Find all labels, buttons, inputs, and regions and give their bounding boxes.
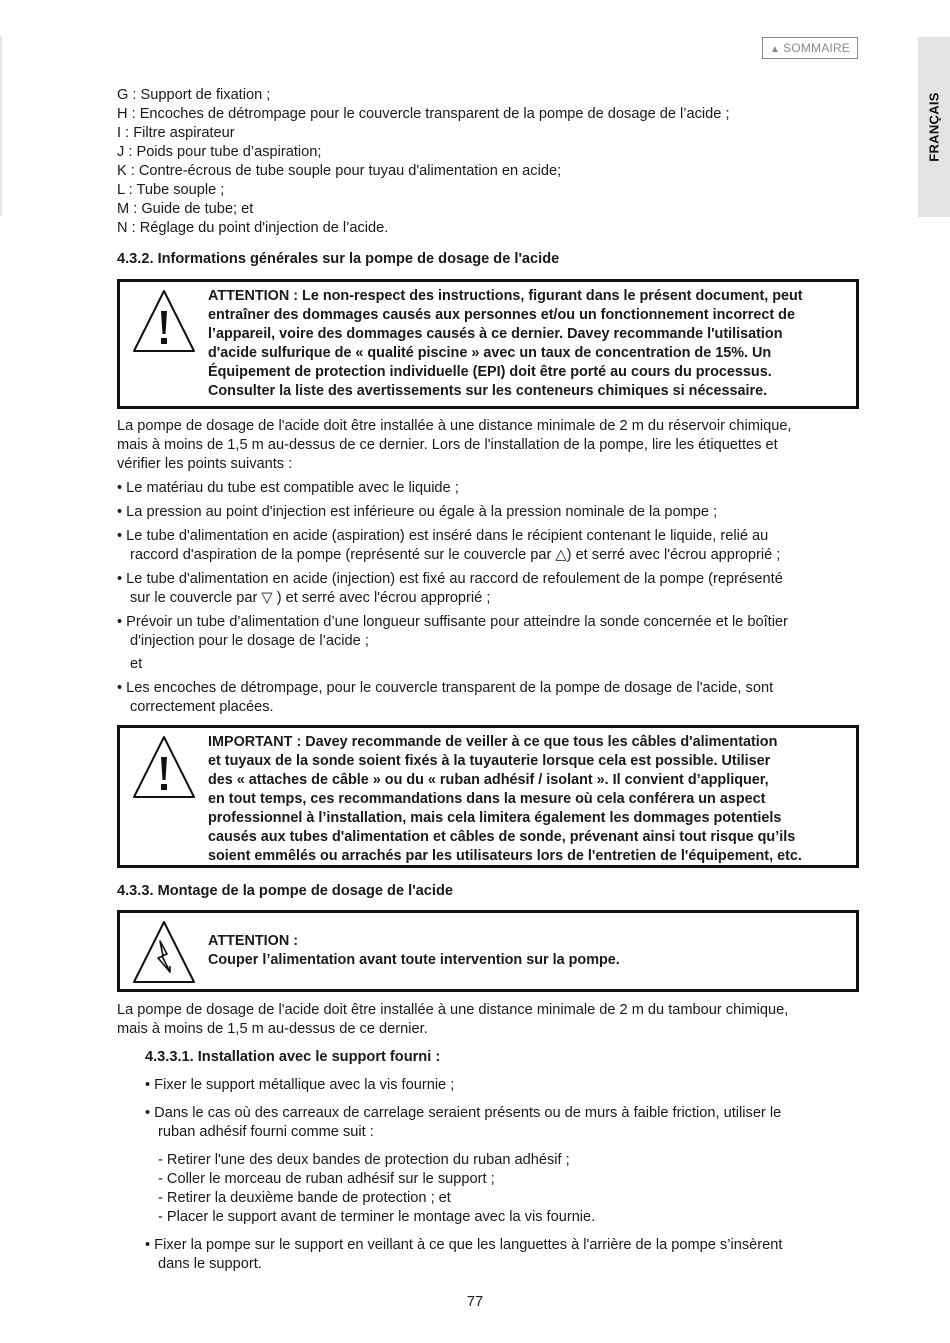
important-line: et tuyaux de la sonde soient fixés à la tuyauterie lorsque cela est possible. Utiliser <box>208 753 771 769</box>
intro-line: mais à moins de 1,5 m au-dessus de ce dernier. <box>117 1021 428 1037</box>
checklist-item <box>117 527 859 565</box>
warning-line: l’appareil, voire des dommages causés à ce dernier. Davey recommande l'utilisation <box>208 326 783 342</box>
warning-line: ATTENTION : Le non-respect des instructions, figurant dans le présent document, peut <box>208 288 803 304</box>
intro-line: vérifier les points suivants : <box>117 456 293 472</box>
sommaire-button[interactable] <box>762 37 858 59</box>
parts-list-item: L : Tube souple ; <box>117 182 225 198</box>
parts-list-item: N : Réglage du point d'injection de l’acide. <box>117 220 389 236</box>
section-heading-4-3-3: 4.3.3. Montage de la pompe de dosage de l'acide <box>117 883 453 899</box>
checklist-text: ) et serré avec l'écrou approprié ; <box>272 590 491 606</box>
checklist-item-line: • Prévoir un tube d’alimentation d’une longueur suffisante pour atteindre la sonde concernée et le boîtier <box>117 614 788 630</box>
important-text <box>208 733 856 866</box>
adhesive-step: - Retirer l'une des deux bandes de protection du ruban adhésif ; <box>158 1152 570 1168</box>
important-box <box>117 725 859 868</box>
mounting-step-line: dans le support. <box>158 1256 262 1272</box>
exclamation-triangle-icon <box>130 286 198 356</box>
checklist-item-line: correctement placées. <box>130 699 274 715</box>
page-number: 77 <box>466 1294 484 1310</box>
checklist-item-line <box>117 589 859 608</box>
checklist-item <box>117 613 859 674</box>
warning-line: d'acide sulfurique de « qualité piscine » avec un taux de concentration de 15%. Un <box>208 345 772 361</box>
mounting-step-line: • Fixer la pompe sur le support en veillant à ce que les languettes à l'arrière de la pompe s’insèrent <box>145 1237 783 1253</box>
language-tab[interactable] <box>918 37 950 217</box>
language-tab-label: FRANÇAIS <box>926 92 942 162</box>
adhesive-step: - Retirer la deuxième bande de protection ; et <box>158 1190 451 1206</box>
checklist-item-line: • Le tube d'alimentation en acide (aspiration) est inséré dans le récipient contenant le liquide, relié au <box>117 528 769 544</box>
mounting-step-line: • Dans le cas où des carreaux de carrelage seraient présents ou de murs à faible friction, utiliser le <box>145 1105 782 1121</box>
checklist-item: • Le matériau du tube est compatible avec le liquide ; <box>117 480 459 496</box>
checklist-item: • La pression au point d'injection est inférieure ou égale à la pression nominale de la pompe ; <box>117 504 718 520</box>
checklist-item-line: d'injection pour le dosage de l’acide ; <box>130 633 369 649</box>
adhesive-steps <box>117 1151 859 1227</box>
installation-intro <box>117 417 859 474</box>
checklist-item-line <box>117 546 859 565</box>
parts-list-item: M : Guide de tube; et <box>117 201 254 217</box>
intro-line: La pompe de dosage de l'acide doit être installée à une distance minimale de 2 m du tambour chimique, <box>117 1002 789 1018</box>
important-line: en tout temps, ces recommandations dans la mesure où cela conférera un aspect <box>208 791 766 807</box>
electric-warning-text <box>208 932 856 970</box>
subsection-4-3-3-1 <box>117 1048 859 1142</box>
intro-line: La pompe de dosage de l'acide doit être installée à une distance minimale de 2 m du réservoir chimique, <box>117 418 792 434</box>
important-line: causés aux tubes d'alimentation et câbles de sonde, prévenant ainsi tout risque qu’ils <box>208 829 796 845</box>
discharge-triangle-icon: ▽ <box>261 590 273 606</box>
triangle-up-icon: ▲ <box>769 44 781 55</box>
page-content <box>117 86 859 1274</box>
sommaire-label: SOMMAIRE <box>783 41 851 55</box>
important-line: IMPORTANT : Davey recommande de veiller à ce que tous les câbles d'alimentation <box>208 734 778 750</box>
parts-list-item: G : Support de fixation ; <box>117 87 271 103</box>
checklist-text: raccord d'aspiration de la pompe (représenté sur le couvercle par <box>130 547 556 563</box>
adhesive-step: - Placer le support avant de terminer le montage avec la vis fournie. <box>158 1209 596 1225</box>
checklist-text: sur le couvercle par <box>130 590 262 606</box>
mounting-step-line: ruban adhésif fourni comme suit : <box>158 1124 374 1140</box>
checklist-item <box>117 570 859 608</box>
warning-box <box>117 279 859 409</box>
subsection-heading: 4.3.3.1. Installation avec le support fourni : <box>145 1049 441 1065</box>
checklist-item-line: • Le tube d'alimentation en acide (injection) est fixé au raccord de refoulement de la pompe (représenté <box>117 571 783 587</box>
warning-text <box>208 287 856 401</box>
checklist-text: ) et serré avec l'écrou approprié ; <box>566 547 781 563</box>
suction-triangle-icon: △ <box>555 547 567 563</box>
electric-warning-line: Couper l’alimentation avant toute intervention sur la pompe. <box>208 952 620 968</box>
page-edge-line <box>0 36 2 216</box>
exclamation-triangle-icon <box>130 732 198 802</box>
high-voltage-triangle-icon <box>130 917 198 987</box>
checklist-item-line: • Les encoches de détrompage, pour le couvercle transparent de la pompe de dosage de l'acide, sont <box>117 680 774 696</box>
electric-warning-line: ATTENTION : <box>208 933 299 949</box>
checklist-and: et <box>130 656 143 672</box>
warning-line: Consulter la liste des avertissements sur les conteneurs chimiques si nécessaire. <box>208 383 768 399</box>
important-line: professionnel à l’installation, mais cela limitera également les dommages potentiels <box>208 810 782 826</box>
mounting-step <box>145 1104 859 1142</box>
important-line: des « attaches de câble » ou du « ruban adhésif / isolant ». Il convient d’appliquer, <box>208 772 769 788</box>
parts-list-item: H : Encoches de détrompage pour le couvercle transparent de la pompe de dosage de l’acide ; <box>117 106 730 122</box>
mounting-final-step <box>117 1236 859 1274</box>
parts-list-item: K : Contre-écrous de tube souple pour tuyau d'alimentation en acide; <box>117 163 562 179</box>
important-line: soient emmêlés ou arrachés par les utilisateurs lors de l'entretien de l'équipement, etc. <box>208 848 802 864</box>
parts-list <box>117 86 859 241</box>
adhesive-step: - Coller le morceau de ruban adhésif sur le support ; <box>158 1171 495 1187</box>
warning-line: Équipement de protection individuelle (EPI) doit être porté au cours du processus. <box>208 364 772 380</box>
mounting-intro <box>117 1001 859 1039</box>
mounting-step: • Fixer le support métallique avec la vis fournie ; <box>145 1077 455 1093</box>
checklist <box>117 479 859 717</box>
parts-list-item: J : Poids pour tube d’aspiration; <box>117 144 322 160</box>
warning-line: entraîner des dommages causés aux personnes et/ou un fonctionnement incorrect de <box>208 307 795 323</box>
intro-line: mais à moins de 1,5 m au-dessus de ce dernier. Lors de l'installation de la pompe, lire les étiquettes et <box>117 437 778 453</box>
section-heading-4-3-2: 4.3.2. Informations générales sur la pompe de dosage de l'acide <box>117 251 560 267</box>
electric-warning-box <box>117 910 859 992</box>
parts-list-item: I : Filtre aspirateur <box>117 125 235 141</box>
checklist-item <box>117 679 859 717</box>
